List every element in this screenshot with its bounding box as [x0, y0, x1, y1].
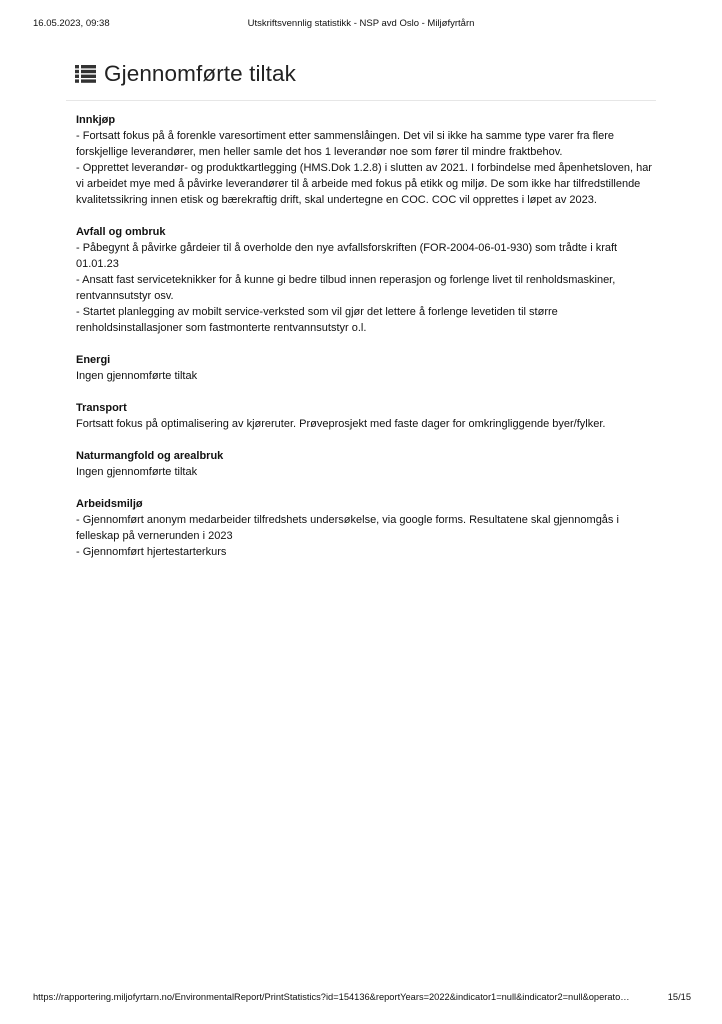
section-line: Ingen gjennomførte tiltak: [76, 370, 198, 382]
section-line: - Påbegynt å påvirke gårdeier til å overholde den nye avfallsforskriften (FOR-2004-06-01-930) som trådte i kraft 01.01.23: [76, 242, 618, 270]
section-arbeidsmiljo: [76, 496, 656, 560]
page-heading: [66, 54, 656, 101]
section-line: - Gjennomført anonym medarbeider tilfredshets undersøkelse, via google forms. Resultatene skal gjennomgås i felleskap på vernerunden i 2023: [76, 514, 619, 542]
section-innkjop: [76, 112, 656, 208]
footer-url: https://rapportering.miljofyrtarn.no/EnvironmentalReport/PrintStatistics?id=154136&reportYears=2022&indicator1=null&indicator2=null&operato…: [33, 992, 630, 1002]
section-title: Transport: [76, 402, 127, 414]
section-line: Ingen gjennomførte tiltak: [76, 466, 198, 478]
report-content: [66, 54, 656, 576]
section-energi: [76, 352, 656, 384]
list-icon: [75, 65, 96, 83]
sections-list: [66, 101, 656, 560]
section-title: Innkjøp: [76, 114, 116, 126]
page-title: Gjennomførte tiltak: [104, 61, 296, 86]
print-date: 16.05.2023, 09:38: [33, 18, 110, 29]
section-title: Avfall og ombruk: [76, 226, 166, 238]
page-number: 15/15: [667, 992, 691, 1002]
section-naturmangfold: [76, 448, 656, 480]
section-avfall-og-ombruk: [76, 224, 656, 336]
section-line: - Ansatt fast serviceteknikker for å kunne gi bedre tilbud innen reperasjon og forlenge livet til renholdsmaskiner, rentvannsutstyr osv.: [76, 274, 616, 302]
print-footer: [0, 992, 722, 1006]
section-title: Arbeidsmiljø: [76, 498, 143, 510]
section-title: Naturmangfold og arealbruk: [76, 450, 224, 462]
section-line: Fortsatt fokus på optimalisering av kjøreruter. Prøveprosjekt med faste dager for omkringliggende byer/fylker.: [76, 418, 606, 430]
section-line: - Startet planlegging av mobilt service-verksted som vil gjør det lettere å forlenge levetiden til større renholdsinstallasjoner som fastmonterte rentvannsutstyr o.l.: [76, 306, 558, 334]
section-transport: [76, 400, 656, 432]
print-header: [0, 14, 722, 30]
print-title: Utskriftsvennlig statistikk - NSP avd Oslo - Miljøfyrtårn: [247, 18, 475, 29]
section-line: - Opprettet leverandør- og produktkartlegging (HMS.Dok 1.2.8) i slutten av 2021. I forbindelse med åpenhetsloven, har vi arbeidet mye med å påvirke leverandører til å arbeide med fokus på etikk og miljø. De som ikke har tilfredstillende kvalitetssikring innen etisk og bærekraftig drift, skal undertegne en COC. COC vil opprettes i løpet av 2023.: [76, 162, 652, 206]
section-line: - Fortsatt fokus på å forenkle varesortiment etter sammenslåingen. Det vil si ikke ha samme type varer fra flere forskjellige leverandører, men heller samle det hos 1 leverandør noe som fører til mindre fraktbehov.: [76, 130, 614, 158]
section-title: Energi: [76, 354, 111, 366]
section-line: - Gjennomført hjertestarterkurs: [76, 546, 227, 558]
